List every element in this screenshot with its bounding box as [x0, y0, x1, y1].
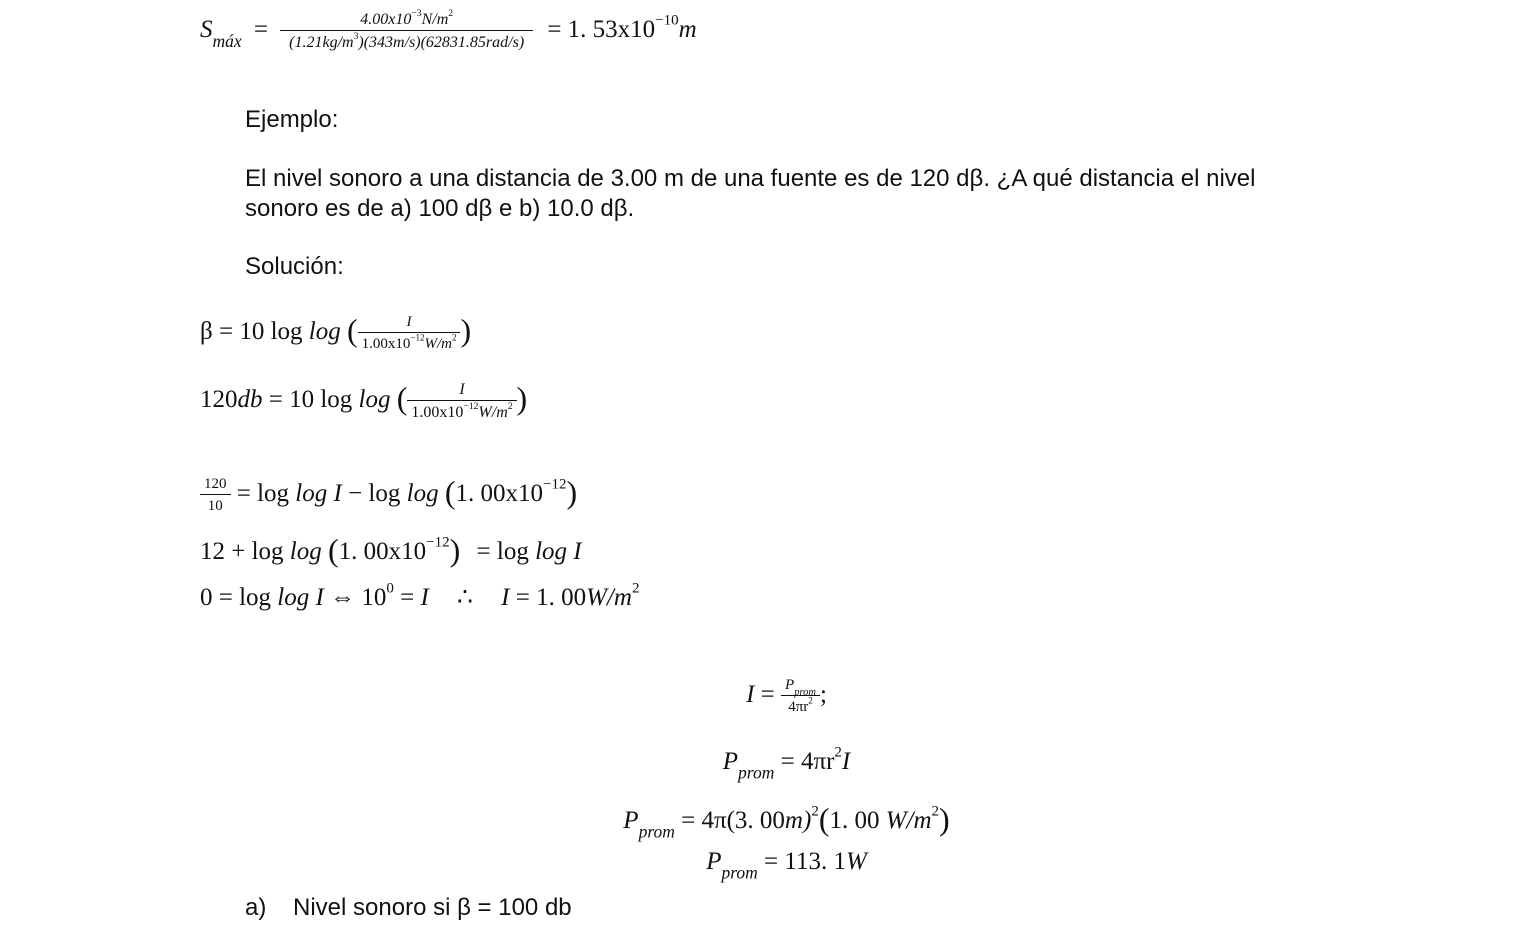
beta-equation: β = 10 log log ( $\frac{I}{1.00x10^{-12}W/m^2}$ )	[200, 312, 472, 352]
solution-label: Solución:	[245, 253, 344, 280]
smax-equation: $S_{máx}$ = $\frac{4.00x10^{-3}N/m^2}{(1.21kg/m^3)(343m/s)(62831.85rad/s)}$ = 1. $53x10^{-10}m$	[200, 7, 697, 51]
problem-line-1: El nivel sonoro a una distancia de 3.00 m de una fuente es de 120 dβ. ¿A qué distancia el nivel	[245, 165, 1256, 192]
equation-fraction-120-10: $\frac{120}{10}$ = log log I − log log (1. $00x10^{-12}$)	[200, 474, 577, 516]
item-a	[245, 894, 572, 922]
equation-power-1: $P_{prom} = 4\pi r^2I$	[722, 744, 851, 783]
equation-intensity: I = $\frac{P_{prom}}{4\pi r^2}$ ;	[746, 677, 827, 715]
item-a-label: a)	[245, 894, 267, 921]
equation-12: 12 + log log (1. $00x10^{-12}) = \log \log I$	[200, 532, 582, 568]
example-label: Ejemplo:	[245, 106, 339, 133]
problem-line-2: sonoro es de a) 100 dβ e b) 10.0 dβ.	[245, 195, 635, 222]
equation-zero: 0 = log log I ⇔ $10^0 = I$ ∴ I = 1. $00W/m^2$	[200, 580, 640, 611]
item-a-text: Nivel sonoro si β = 100 db	[293, 894, 572, 921]
equation-power-3: $P_{prom} = 113$. 1W	[706, 848, 867, 883]
equation-120db: 120db = 10 log log ( $\frac{I}{1.00x10^{-12}W/m^2}$ )	[200, 380, 528, 421]
smax-fraction: $\frac{4.00x10^{-3}N/m^2}{(1.21kg/m^3)(343m/s)(62831.85rad/s)}$	[280, 10, 533, 53]
equation-power-2: $P_{prom} = 4\pi(3$. 00m)$^2$(1. 00 $W/m^2$)	[623, 801, 950, 842]
